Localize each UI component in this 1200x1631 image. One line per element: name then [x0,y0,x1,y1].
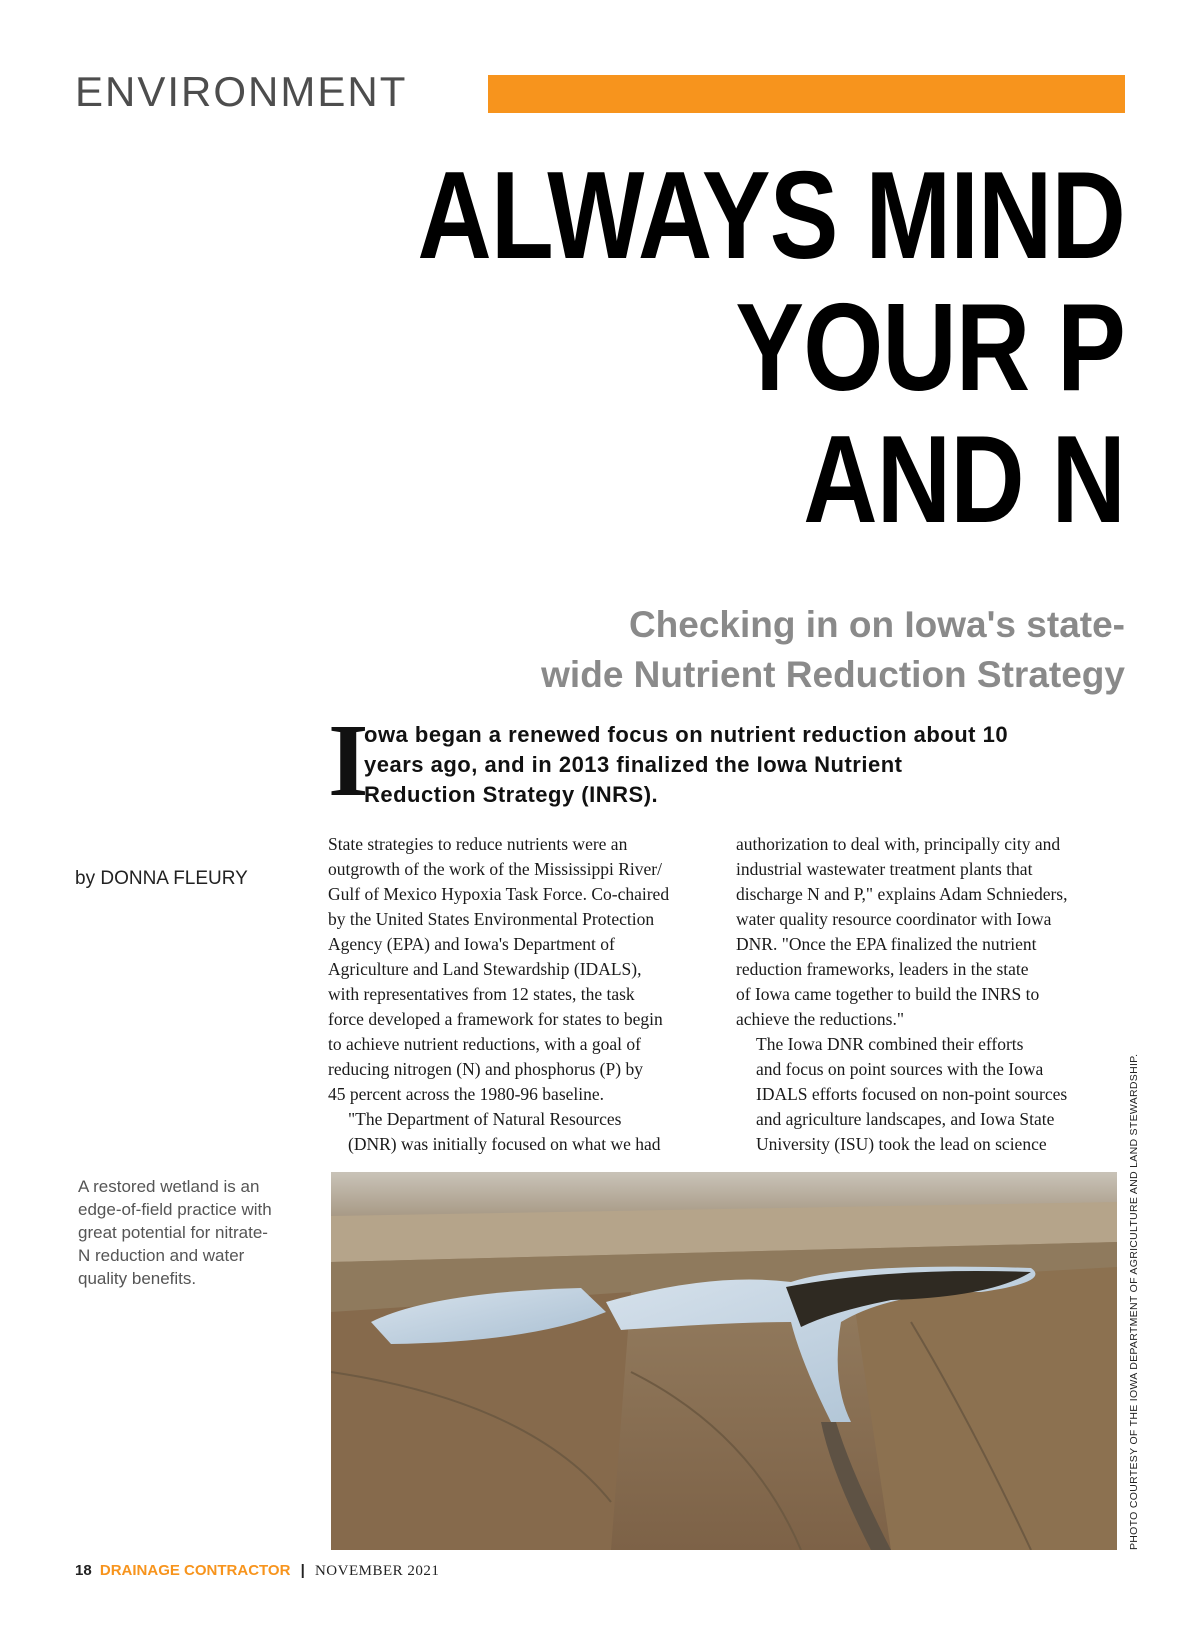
body-line: (DNR) was initially focused on what we had [348,1134,661,1154]
body-line: to achieve nutrient reductions, with a goal of [328,1034,641,1054]
subheadline-line: Checking in on Iowa's state- [628,604,1125,645]
byline-prefix: by [75,868,96,889]
caption-line: quality benefits. [78,1269,197,1288]
body-line: reduction frameworks, leaders in the state [736,959,1029,979]
body-line: Agriculture and Land Stewardship (IDALS), [328,959,642,979]
body-line: The Iowa DNR combined their efforts [756,1034,1024,1054]
section-bar [488,75,1125,113]
body-line: water quality resource coordinator with Iowa [736,909,1052,929]
body-line: outgrowth of the work of the Mississippi River/ [328,859,662,879]
body-line: IDALS efforts focused on non-point sources [756,1084,1068,1104]
body-column-2 [736,832,1108,1157]
body-line: DNR. "Once the EPA finalized the nutrient [736,934,1037,954]
photo-caption [78,1175,298,1290]
body-line: 45 percent across the 1980-96 baseline. [328,1084,605,1104]
caption-line: N reduction and water [78,1246,245,1265]
body-paragraph [736,1032,1108,1157]
headline-line: AND N [803,411,1125,549]
body-line: achieve the reductions." [736,1009,904,1029]
byline-author: DONNA FLEURY [100,868,248,889]
body-column-1 [328,832,700,1157]
body-line: authorization to deal with, principally city and [736,834,1061,854]
lede-paragraph [364,720,1084,810]
footer-separator: | [300,1562,305,1579]
caption-line: A restored wetland is an [78,1177,260,1196]
body-line: force developed a framework for states to begin [328,1009,663,1029]
body-line: industrial wastewater treatment plants that [736,859,1033,879]
page-number: 18 [75,1562,92,1579]
magazine-name: DRAINAGE CONTRACTOR [99,1562,291,1579]
headline [295,147,1125,549]
subheadline [425,600,1125,700]
body-line: and focus on point sources with the Iowa [756,1059,1044,1079]
section-label: ENVIRONMENT [75,68,408,115]
body-paragraph [328,832,700,1107]
lede-line: years ago, and in 2013 finalized the Iowa Nutrient [364,752,903,777]
body-line: Agency (EPA) and Iowa's Department of [328,934,615,954]
lede-line: owa began a renewed focus on nutrient reduction about 10 [364,722,1009,747]
body-line: "The Department of Natural Resources [348,1109,622,1129]
drop-cap: I [328,703,369,818]
byline [75,868,248,890]
body-paragraph [736,832,1108,1032]
body-line: and agriculture landscapes, and Iowa State [756,1109,1055,1129]
caption-line: edge-of-field practice with [78,1200,272,1219]
body-line: reducing nitrogen (N) and phosphorus (P) by [328,1059,643,1079]
body-paragraph [328,1107,700,1157]
caption-line: great potential for nitrate- [78,1223,268,1242]
body-line: University (ISU) took the lead on science [756,1134,1047,1154]
photo-credit: PHOTO COURTESY OF THE IOWA DEPARTMENT OF AGRICULTURE AND LAND STEWARDSHIP. [1128,1053,1140,1550]
subheadline-line: wide Nutrient Reduction Strategy [541,654,1125,695]
headline-line: ALWAYS MIND [417,147,1125,285]
body-line: by the United States Environmental Protection [328,909,655,929]
page-footer [75,1562,439,1580]
issue-date: NOVEMBER 2021 [314,1563,440,1579]
body-line: with representatives from 12 states, the task [328,984,635,1004]
body-line: State strategies to reduce nutrients were an [328,834,628,854]
aerial-wetland-photo [331,1172,1117,1550]
body-line: of Iowa came together to build the INRS to [736,984,1040,1004]
headline-line: YOUR P [735,279,1125,417]
lede-line: Reduction Strategy (INRS). [364,782,659,807]
body-line: discharge N and P," explains Adam Schnieders, [736,884,1068,904]
body-line: Gulf of Mexico Hypoxia Task Force. Co-chaired [328,884,670,904]
